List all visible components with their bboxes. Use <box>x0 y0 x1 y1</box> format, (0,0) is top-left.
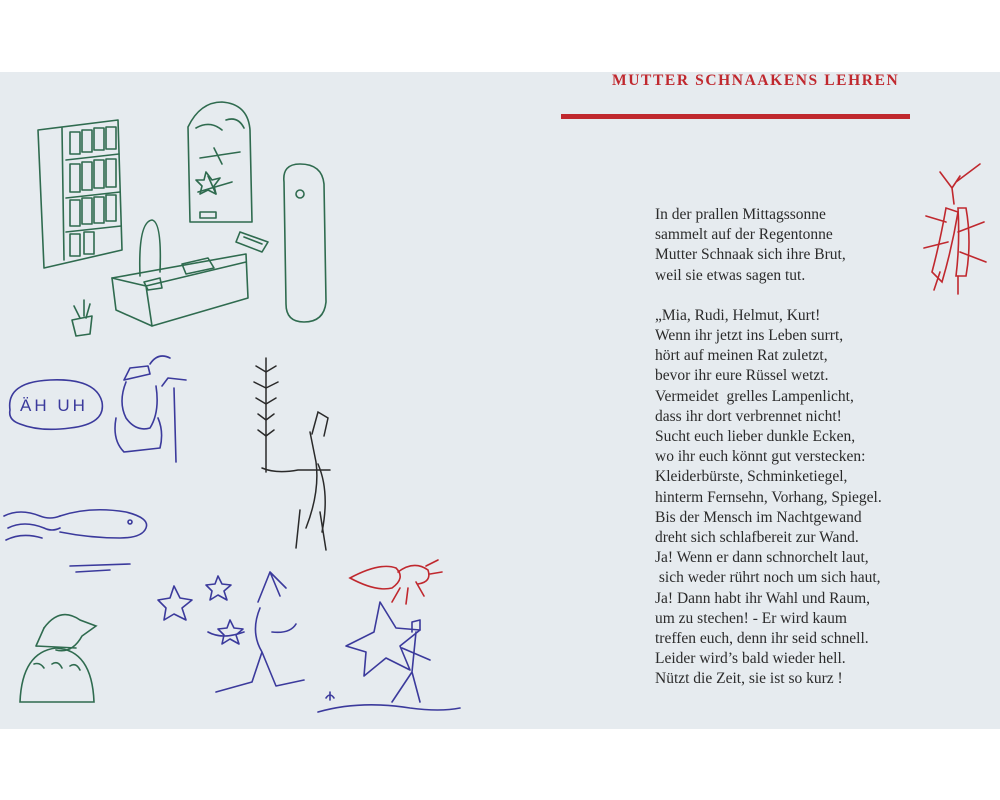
poem-line: sich weder rührt noch um sich haut, <box>655 569 881 587</box>
poem-line: Bis der Mensch im Nachtgewand <box>655 508 862 526</box>
rocket-fish-icon <box>4 510 147 572</box>
poem-stanza <box>655 205 975 286</box>
window-icon <box>188 102 252 222</box>
cucumber-icon <box>284 164 326 322</box>
poem-line: dass ihr dort verbrennet nicht! <box>655 407 842 425</box>
juggler-icon <box>208 572 304 692</box>
poem-line: hört auf meinen Rat zuletzt, <box>655 347 828 365</box>
book-spread <box>0 72 1000 729</box>
office-scene-illustration <box>38 102 326 336</box>
stars-icon <box>158 576 243 644</box>
poem <box>655 205 975 710</box>
poem-line: hinterm Fernsehn, Vorhang, Spiegel. <box>655 488 882 506</box>
bookshelf-icon <box>38 120 122 268</box>
poem-line: Kleiderbürste, Schminketiegel, <box>655 468 848 486</box>
poem-line: Mutter Schnaak sich ihre Brut, <box>655 246 846 264</box>
tree-man-icon <box>254 358 330 550</box>
poem-line: weil sie etwas sagen tut. <box>655 266 806 284</box>
poem-line: Leider wird’s bald wieder hell. <box>655 650 846 668</box>
mosquito-red-illustration <box>350 560 442 604</box>
poem-line: sammelt auf der Regentonne <box>655 226 833 244</box>
hen-in-coat-icon <box>20 615 96 702</box>
star-carrier-icon <box>318 602 460 712</box>
poem-line: dreht sich schlafbereit zur Wand. <box>655 529 859 547</box>
poem-line: Ja! Wenn er dann schnorchelt laut, <box>655 549 869 567</box>
poem-line: bevor ihr eure Rüssel wetzt. <box>655 367 829 385</box>
poem-line: In der prallen Mittagssonne <box>655 206 826 223</box>
poem-line: Sucht euch lieber dunkle Ecken, <box>655 428 856 446</box>
paper-icon <box>236 232 268 252</box>
poem-line: Wenn ihr jetzt ins Leben surrt, <box>655 327 844 345</box>
title-divider <box>561 114 910 119</box>
poem-line: wo ihr euch könnt gut verstecken: <box>655 448 866 466</box>
waste-basket-icon <box>72 300 92 336</box>
poem-line: Nützt die Zeit, sie ist so kurz ! <box>655 670 843 688</box>
poem-stanza <box>655 306 975 690</box>
poem-line: Vermeidet grelles Lampenlicht, <box>655 387 854 405</box>
poem-line: um zu stechen! - Er wird kaum <box>655 609 847 627</box>
hat-man-icon <box>115 356 186 462</box>
poem-line: Ja! Dann habt ihr Wahl und Raum, <box>655 589 870 607</box>
poem-line: „Mia, Rudi, Helmut, Kurt! <box>655 306 821 324</box>
poem-line: treffen euch, denn ihr seid schnell. <box>655 630 869 648</box>
desk-icon <box>112 220 248 326</box>
page-title: MUTTER SCHNAAKENS LEHREN <box>612 72 900 89</box>
speech-bubble-text: ÄH UH <box>20 396 88 415</box>
